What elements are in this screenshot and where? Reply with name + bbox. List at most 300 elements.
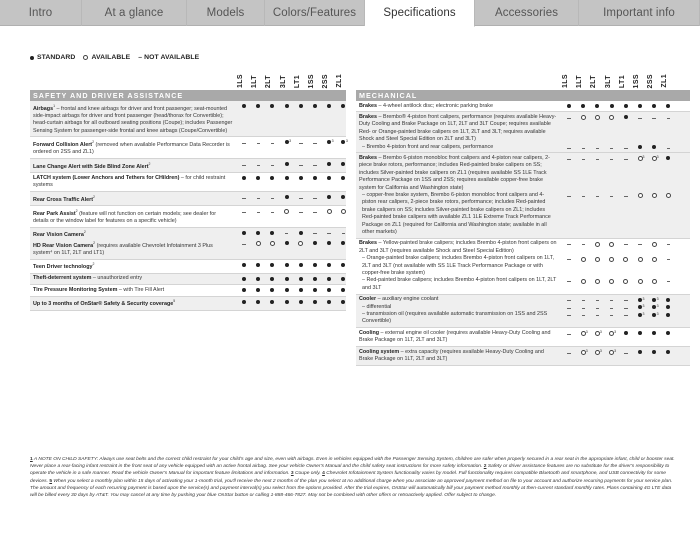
standard-dot-icon xyxy=(285,288,289,292)
footnote-ref: 3 xyxy=(614,349,617,354)
availability-cell xyxy=(647,255,661,262)
standard-dot-icon xyxy=(242,231,246,235)
not-available-dash-icon xyxy=(596,315,600,316)
standard-dot-icon xyxy=(256,300,260,304)
availability-marks xyxy=(237,287,351,293)
availability-marks xyxy=(237,175,351,181)
not-available-dash-icon xyxy=(342,233,346,234)
availability-marks xyxy=(562,304,676,310)
standard-dot-icon xyxy=(285,162,289,166)
availability-cell xyxy=(562,155,576,162)
availability-cell xyxy=(308,275,322,281)
availability-cell xyxy=(576,192,590,199)
standard-dot-icon xyxy=(341,241,345,245)
feature-name: LATCH system (Lower Anchors and Tethers for CHildren) xyxy=(33,174,180,181)
availability-cell xyxy=(605,330,619,337)
legend-standard xyxy=(30,54,75,61)
not-available-dash-icon xyxy=(582,300,586,301)
standard-dot-icon xyxy=(256,176,260,180)
feature-detail: – Red-painted brake calipers; includes Brembo 4-piston front calipers on 1LT, 2LT and 3LT xyxy=(362,277,557,291)
tab-intro[interactable]: Intro xyxy=(0,0,82,26)
standard-dot-icon xyxy=(327,195,331,199)
availability-cell xyxy=(322,287,336,293)
not-available-dash-icon xyxy=(596,196,600,197)
not-available-dash-icon xyxy=(567,300,571,301)
row-line xyxy=(33,194,346,204)
feature-detail: – copper-free brake system, Brembo 6-piston monobloc front calipers and 4-piston rear calipers, 2-piece brake rotors, performance; includes Red-painted brake calipers on SS; includes Silver-painted brake calipers on ZL1; includes Red-painted brake calipers with available ZL1 1LE Extreme Track Performance Package on ZL1 (required for California and Washington state; available in all other markets) xyxy=(362,191,551,235)
feature-description xyxy=(359,304,557,311)
availability-cell xyxy=(661,255,675,262)
availability-marks xyxy=(562,255,676,262)
available-ring-icon xyxy=(595,257,600,262)
availability-cell xyxy=(237,298,251,304)
not-available-dash-icon xyxy=(652,118,656,119)
availability-cell xyxy=(237,139,251,145)
legend-available xyxy=(83,54,130,61)
availability-cell xyxy=(322,240,336,247)
availability-cell xyxy=(237,229,251,235)
not-available-dash-icon xyxy=(667,244,671,245)
availability-cell xyxy=(265,161,279,167)
standard-dot-icon xyxy=(242,263,246,267)
standard-dot-icon xyxy=(242,176,246,180)
availability-cell xyxy=(294,261,308,267)
availability-cell xyxy=(605,255,619,262)
standard-dot-icon xyxy=(327,140,331,144)
availability-cell xyxy=(605,240,619,247)
availability-cell xyxy=(633,296,647,302)
availability-cell xyxy=(322,229,336,235)
not-available-dash-icon xyxy=(610,315,614,316)
availability-cell xyxy=(605,304,619,310)
not-available-dash-icon xyxy=(313,233,317,234)
feature-detail: (requires available Chevrolet Infotainment 3 Plus system⁴ on 1LT, 2LT and LT1) xyxy=(33,242,213,256)
availability-cell xyxy=(336,275,350,281)
availability-cell xyxy=(294,139,308,145)
tab-models[interactable]: Models xyxy=(187,0,265,26)
availability-marks xyxy=(237,103,351,109)
not-available-dash-icon xyxy=(624,353,628,354)
feature-name: Brakes xyxy=(359,240,377,247)
not-available-dash-icon xyxy=(667,118,671,119)
column-header-3lt: 3LT xyxy=(604,74,612,88)
not-available-dash-icon xyxy=(242,212,246,213)
footnote-ref: 3 xyxy=(331,139,334,144)
availability-cell xyxy=(647,304,661,310)
feature-name: Rear Cross Traffic Alert xyxy=(33,196,94,203)
row-line xyxy=(33,103,346,135)
availability-cell xyxy=(308,229,322,235)
availability-marks xyxy=(237,229,351,235)
availability-cell xyxy=(562,255,576,262)
standard-dot-icon xyxy=(624,331,628,335)
availability-cell xyxy=(619,255,633,262)
footnote-ref: 3 xyxy=(656,311,659,316)
standard-dot-icon xyxy=(285,104,289,108)
footnote-ref: 2 xyxy=(93,240,96,245)
standard-dot-icon xyxy=(652,350,656,354)
availability-marks xyxy=(237,194,351,200)
availability-cell xyxy=(647,296,661,302)
availability-cell xyxy=(619,192,633,199)
column-headers xyxy=(30,70,346,90)
availability-cell xyxy=(265,261,279,267)
availability-cell xyxy=(633,103,647,109)
row-line xyxy=(33,175,346,190)
availability-cell xyxy=(251,298,265,304)
availability-cell xyxy=(605,296,619,302)
availability-cell xyxy=(336,194,350,200)
not-available-dash-icon xyxy=(624,300,628,301)
footnote-ref: 3 xyxy=(656,296,659,301)
standard-dot-icon xyxy=(341,104,345,108)
standard-dot-icon xyxy=(638,311,645,317)
not-available-dash-icon xyxy=(596,148,600,149)
availability-cell xyxy=(237,261,251,267)
availability-cell xyxy=(294,298,308,304)
column-header-1ls: 1LS xyxy=(562,73,569,88)
availability-cell xyxy=(619,240,633,247)
not-available-dash-icon xyxy=(257,212,261,213)
standard-dot-icon xyxy=(270,176,274,180)
availability-cell xyxy=(280,208,294,215)
availability-cell xyxy=(322,275,336,281)
not-available-dash-icon xyxy=(313,212,317,213)
table-row xyxy=(356,295,690,329)
availability-cell xyxy=(308,261,322,267)
availability-cell xyxy=(590,114,604,121)
availability-cell xyxy=(605,114,619,121)
available-ring-icon xyxy=(623,257,628,262)
availability-cell xyxy=(336,229,350,235)
safety-table xyxy=(30,70,346,311)
availability-marks xyxy=(562,192,676,199)
feature-name: Cooler xyxy=(359,296,377,303)
legend-standard-label: STANDARD xyxy=(37,54,76,61)
tab-specifications[interactable]: Specifications xyxy=(365,0,475,27)
availability-cell xyxy=(251,175,265,181)
footnote-text: Safety or driver assistance features are no substitute for the driver's responsibility to operate the vehicle in a safe manner. Read the vehicle Owner's Manual for important feature limitations and information. xyxy=(30,464,670,477)
availability-cell xyxy=(576,304,590,310)
not-available-dash-icon xyxy=(624,159,628,160)
availability-marks xyxy=(562,330,676,337)
availability-cell xyxy=(322,175,336,181)
tab-at-a-glance[interactable]: At a glance xyxy=(82,0,187,26)
standard-dot-icon xyxy=(270,263,274,267)
standard-dot-icon xyxy=(666,298,670,302)
availability-cell xyxy=(265,194,279,200)
availability-cell xyxy=(619,349,633,356)
not-available-dash-icon xyxy=(567,308,571,309)
not-available-dash-icon xyxy=(299,212,303,213)
not-available-dash-icon xyxy=(610,300,614,301)
availability-cell xyxy=(619,304,633,310)
row-line xyxy=(359,349,690,364)
section-title: SAFETY AND DRIVER ASSISTANCE xyxy=(30,90,346,101)
availability-marks xyxy=(237,208,351,215)
availability-cell xyxy=(647,330,661,337)
footnote-number: 2 xyxy=(483,464,487,470)
feature-detail: – frontal and knee airbags for driver and front passenger; seat-mounted side-impact airbags for driver and front passenger (head/thorax for Convertible); head-curtain airbags for all outboard seating positions (Coupe); includes Passenger Sensing System for passenger-side frontal and knee airbags (Coupe/Convertible) xyxy=(33,105,233,134)
row-line xyxy=(359,144,690,151)
legend-not-available xyxy=(138,54,199,61)
table-row xyxy=(356,239,690,295)
not-available-dash-icon xyxy=(582,196,586,197)
availability-cell xyxy=(280,240,294,247)
table-row xyxy=(30,137,346,159)
availability-cell xyxy=(265,103,279,109)
availability-cell xyxy=(590,144,604,150)
feature-name: Forward Collision Alert xyxy=(33,141,93,148)
standard-dot-icon xyxy=(242,300,246,304)
not-available-dash-icon xyxy=(567,244,571,245)
feature-description xyxy=(359,144,557,151)
not-available-dash-icon xyxy=(610,148,614,149)
availability-cell xyxy=(308,240,322,247)
availability-cell xyxy=(251,287,265,293)
availability-cell xyxy=(251,261,265,267)
standard-dot-icon xyxy=(595,104,599,108)
availability-cell xyxy=(661,155,675,162)
availability-cell xyxy=(576,114,590,121)
standard-dot-icon xyxy=(327,241,331,245)
standard-dot-icon xyxy=(652,145,656,149)
availability-cell xyxy=(647,277,661,284)
availability-cell xyxy=(605,155,619,162)
availability-cell xyxy=(294,229,308,235)
standard-dot-icon xyxy=(666,313,670,317)
availability-cell xyxy=(661,311,675,317)
column-header-1ss: 1SS xyxy=(633,73,640,88)
standard-dot-icon xyxy=(299,300,303,304)
standard-dot-icon xyxy=(666,305,670,309)
availability-cell xyxy=(336,139,350,145)
availability-cell xyxy=(280,103,294,109)
standard-dot-icon xyxy=(666,350,670,354)
availability-cell xyxy=(322,208,336,215)
column-header-3lt: 3LT xyxy=(279,74,287,88)
column-header-zl1: ZL1 xyxy=(336,74,344,88)
legend-not-available-label: – NOT AVAILABLE xyxy=(138,54,200,61)
available-ring-icon xyxy=(581,279,586,284)
availability-cell xyxy=(619,296,633,302)
available-ring-icon xyxy=(638,279,643,284)
available-ring-icon xyxy=(623,279,628,284)
availability-cell xyxy=(336,208,350,215)
row-line xyxy=(359,311,690,326)
standard-dot-icon xyxy=(666,104,670,108)
availability-cell xyxy=(661,144,675,150)
column-header-2lt: 2LT xyxy=(590,74,598,88)
availability-cell xyxy=(322,103,336,109)
not-available-dash-icon xyxy=(624,315,628,316)
standard-dot-icon xyxy=(341,140,345,144)
feature-name: Teen Driver technology xyxy=(33,263,93,270)
not-available-dash-icon xyxy=(257,143,261,144)
availability-cell xyxy=(280,298,294,304)
availability-cell xyxy=(661,103,675,109)
available-ring-icon xyxy=(609,115,614,120)
feature-description xyxy=(33,275,233,282)
availability-cell xyxy=(251,240,265,247)
availability-cell xyxy=(590,277,604,284)
feature-detail: – Yellow-painted brake calipers; includes Brembo 4-piston front calipers on 2LT and 3LT (requires available Shock and Steel Special Edition) xyxy=(359,240,557,254)
availability-cell xyxy=(576,103,590,109)
availability-cell xyxy=(265,139,279,145)
availability-cell xyxy=(251,208,265,215)
feature-description xyxy=(33,229,233,239)
availability-cell xyxy=(562,296,576,302)
standard-dot-icon xyxy=(341,162,345,166)
not-available-dash-icon xyxy=(567,159,571,160)
feature-name: Rear Park Assist xyxy=(33,210,76,217)
availability-cell xyxy=(633,311,647,317)
not-available-dash-icon xyxy=(242,198,246,199)
mechanical-rows xyxy=(356,101,690,366)
standard-dot-icon xyxy=(313,277,317,281)
feature-description xyxy=(359,330,557,345)
footnote-ref: 2 xyxy=(83,230,86,235)
tab-colors-features[interactable]: Colors/Features xyxy=(265,0,365,26)
feature-name: Cooling system xyxy=(359,348,400,355)
standard-dot-icon xyxy=(327,104,331,108)
availability-cell xyxy=(562,144,576,150)
available-ring-icon xyxy=(581,257,586,262)
table-row xyxy=(30,297,346,311)
availability-cell xyxy=(294,103,308,109)
availability-cell xyxy=(294,240,308,247)
availability-cell xyxy=(265,208,279,215)
feature-name: Brakes xyxy=(359,113,377,120)
standard-dot-icon xyxy=(652,298,656,302)
footnote-ref: 5 xyxy=(173,299,176,304)
standard-dot-icon xyxy=(256,288,260,292)
feature-description xyxy=(33,240,233,258)
not-available-dash-icon xyxy=(567,334,571,335)
not-available-dash-icon xyxy=(567,353,571,354)
standard-dot-icon xyxy=(313,263,317,267)
standard-dot-icon xyxy=(567,104,571,108)
footnote-ref: 3 xyxy=(585,349,588,354)
row-line xyxy=(359,155,690,192)
standard-dot-icon xyxy=(327,162,331,166)
availability-cell xyxy=(647,240,661,247)
table-row xyxy=(30,274,346,285)
availability-cell xyxy=(237,103,251,109)
standard-dot-icon xyxy=(327,300,331,304)
not-available-dash-icon xyxy=(667,148,671,149)
column-header-1ss: 1SS xyxy=(308,73,315,88)
standard-dot-icon xyxy=(285,300,289,304)
availability-cell xyxy=(661,330,675,337)
row-line xyxy=(359,240,690,255)
availability-cell xyxy=(294,287,308,293)
availability-cell xyxy=(237,287,251,293)
availability-marks xyxy=(237,139,351,145)
standard-dot-icon xyxy=(341,176,345,180)
feature-description xyxy=(33,208,233,226)
standard-dot-icon xyxy=(242,277,246,281)
availability-cell xyxy=(590,349,604,356)
not-available-dash-icon xyxy=(582,315,586,316)
row-line xyxy=(359,296,690,303)
availability-cell xyxy=(336,298,350,304)
availability-cell xyxy=(308,208,322,215)
standard-dot-icon xyxy=(638,304,645,309)
footnote-ref: 2 xyxy=(75,208,78,213)
standard-dot-icon xyxy=(313,288,317,292)
available-ring-icon xyxy=(638,193,643,198)
tab-important-info[interactable]: Important info xyxy=(579,0,700,26)
availability-cell xyxy=(251,194,265,200)
availability-cell xyxy=(251,229,265,235)
availability-marks xyxy=(562,240,676,247)
availability-cell xyxy=(661,349,675,356)
not-available-dash-icon xyxy=(242,143,246,144)
availability-cell xyxy=(661,277,675,284)
availability-cell xyxy=(237,208,251,215)
feature-name: Rear Vision Camera xyxy=(33,232,84,239)
standard-dot-icon xyxy=(256,277,260,281)
availability-cell xyxy=(647,144,661,150)
standard-dot-icon xyxy=(624,115,628,119)
availability-cell xyxy=(633,255,647,262)
availability-cell xyxy=(590,330,604,337)
availability-cell xyxy=(576,240,590,247)
standard-dot-icon xyxy=(285,139,292,144)
availability-cell xyxy=(619,277,633,284)
availability-cell xyxy=(590,255,604,262)
feature-detail: – auxiliary engine coolant xyxy=(376,296,439,303)
availability-cell xyxy=(647,114,661,121)
table-row xyxy=(30,192,346,206)
standard-dot-icon xyxy=(327,277,331,281)
availability-cell xyxy=(322,298,336,304)
footnote-number: 4 xyxy=(322,471,325,477)
availability-cell xyxy=(280,194,294,200)
column-header-2lt: 2LT xyxy=(265,74,273,88)
available-ring-icon xyxy=(581,115,586,120)
availability-cell xyxy=(562,311,576,317)
availability-cell xyxy=(562,349,576,356)
availability-cell xyxy=(336,287,350,293)
feature-description xyxy=(33,139,233,157)
footnote-ref: 3 xyxy=(642,296,645,301)
not-available-dash-icon xyxy=(299,198,303,199)
availability-cell xyxy=(633,155,647,162)
standard-dot-icon xyxy=(313,300,317,304)
available-ring-icon xyxy=(652,279,657,284)
not-available-dash-icon xyxy=(582,308,586,309)
row-line xyxy=(33,261,346,271)
availability-cell xyxy=(590,240,604,247)
not-available-dash-icon xyxy=(596,159,600,160)
footnote-ref: 2 xyxy=(148,161,151,166)
availability-cell xyxy=(237,194,251,200)
available-ring-icon xyxy=(298,241,303,246)
feature-name: Airbags xyxy=(33,105,54,112)
availability-marks xyxy=(237,240,351,247)
tab-accessories[interactable]: Accessories xyxy=(475,0,579,26)
available-ring-icon xyxy=(83,55,88,60)
standard-dot-icon xyxy=(652,331,656,335)
feature-name: HD Rear Vision Camera xyxy=(33,242,94,249)
standard-dot-icon xyxy=(299,231,303,235)
footnote-ref: 3 xyxy=(656,304,659,309)
standard-dot-icon xyxy=(270,277,274,281)
not-available-dash-icon xyxy=(327,233,331,234)
footnote-ref: 3 xyxy=(642,311,645,316)
